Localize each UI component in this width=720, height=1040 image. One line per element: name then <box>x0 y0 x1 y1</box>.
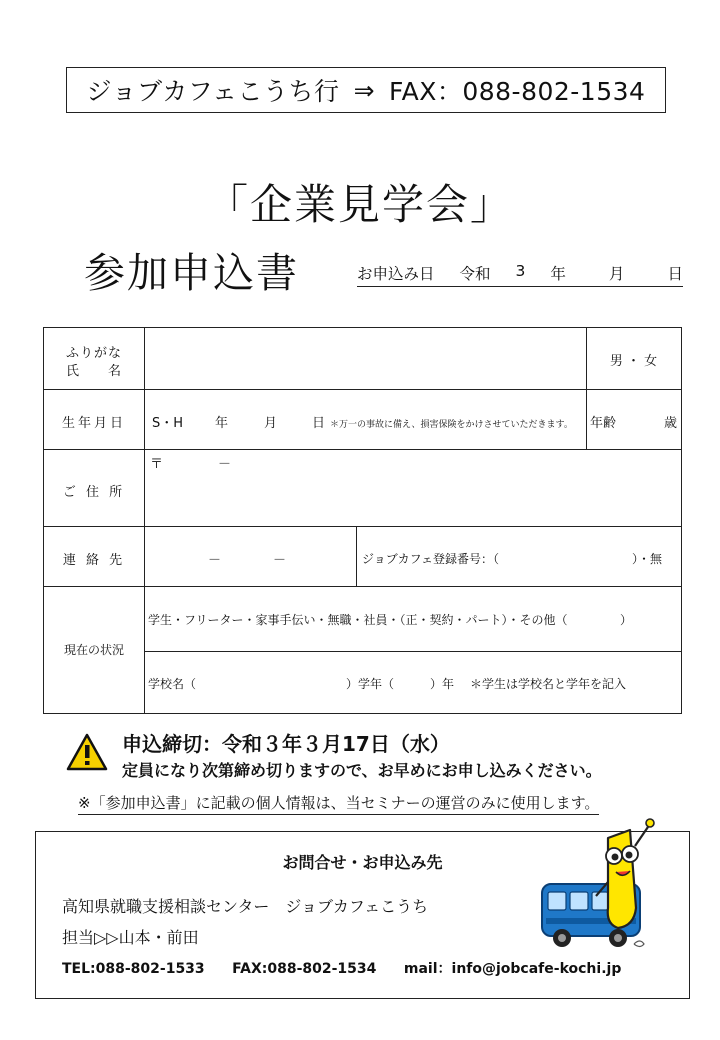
row-divider <box>144 651 681 652</box>
birth-day-unit[interactable]: 日 <box>312 416 326 431</box>
birth-month-unit[interactable]: 月 <box>264 416 278 431</box>
column-divider <box>586 389 587 449</box>
contact-line <box>62 958 621 978</box>
name-field[interactable] <box>150 333 580 385</box>
application-date-day-unit: 日 <box>667 265 683 283</box>
contact-label: 連 絡 先 <box>62 553 126 568</box>
postal-mark: 〒 <box>150 457 164 472</box>
birth-era[interactable]: S・H <box>152 416 184 431</box>
gender-select[interactable]: 男 ・ 女 <box>609 354 658 369</box>
contact-heading: お問合せ・お申込み先 <box>282 853 443 872</box>
warning-icon <box>66 733 108 771</box>
grade-field[interactable]: ）学年（ <box>346 677 395 691</box>
row-divider <box>44 586 681 587</box>
birth-year-unit[interactable]: 年 <box>215 416 229 431</box>
page-title: 「企業見学会」 <box>205 180 514 229</box>
column-divider <box>356 526 357 586</box>
grade-unit: ）年 <box>430 677 455 691</box>
contact-staff: 担当▷▷山本・前田 <box>62 928 199 947</box>
registration-none[interactable]: ）・無 <box>632 552 663 566</box>
insurance-note: ＊万一の事故に備え、損害保険をかけさせていただきます。 <box>330 420 573 430</box>
application-date-era: 令和 <box>459 265 491 283</box>
fax-header <box>66 67 666 113</box>
name-label: 氏 名 <box>65 364 122 379</box>
school-note: ＊学生は学校名と学年を記入 <box>470 677 627 691</box>
application-date[interactable] <box>357 262 683 287</box>
application-form <box>43 327 682 714</box>
fax-number: FAX：088-802-1534 <box>389 77 646 106</box>
application-date-month-unit: 月 <box>608 265 625 283</box>
birthdate-label: 生年月日 <box>61 416 126 431</box>
mascot-bus-icon <box>538 812 656 958</box>
fax-recipient: ジョブカフェこうち行 <box>86 77 340 106</box>
row-divider <box>44 449 681 450</box>
application-date-year: 3 <box>515 262 526 280</box>
postal-dash[interactable]: － <box>218 457 232 472</box>
registration-number[interactable]: ジョブカフェ登録番号：（ <box>362 552 500 566</box>
status-options-end: ） <box>620 613 633 627</box>
phone-field[interactable]: － － <box>208 553 287 568</box>
address-field[interactable] <box>150 473 675 521</box>
privacy-note: ※「参加申込書」に記載の個人情報は、当セミナーの運営のみに使用します。 <box>78 792 599 815</box>
contact-mail[interactable]: mail：info@jobcafe-kochi.jp <box>403 961 622 977</box>
contact-fax[interactable]: FAX:088-802-1534 <box>232 961 377 977</box>
row-divider <box>44 526 681 527</box>
address-label: ご 住 所 <box>62 485 126 500</box>
contact-organization: 高知県就職支援相談センター ジョブカフェこうち <box>62 897 429 916</box>
status-options[interactable]: 学生・フリーター・家事手伝い・無職・社員・（正・契約・パート）・その他（ <box>148 613 568 627</box>
furigana-label: ふりがな <box>65 346 122 361</box>
school-name-field[interactable]: 学校名（ <box>148 677 197 691</box>
status-label: 現在の状況 <box>63 643 124 657</box>
page-subtitle: 参加申込書 <box>84 249 299 297</box>
deadline-note: 定員になり次第締め切りますので、お早めにお申し込みください。 <box>122 761 602 780</box>
age-label: 年齢 <box>590 416 617 431</box>
column-divider <box>144 328 145 713</box>
deadline-text: 申込締切：令和３年３月17日（水） <box>122 732 450 756</box>
contact-tel[interactable]: TEL:088-802-1533 <box>62 961 205 977</box>
application-date-label: お申込み日 <box>357 265 435 283</box>
application-date-year-unit: 年 <box>550 265 566 283</box>
arrow-icon: ⇒ <box>353 75 376 105</box>
age-unit[interactable]: 歳 <box>664 416 678 431</box>
